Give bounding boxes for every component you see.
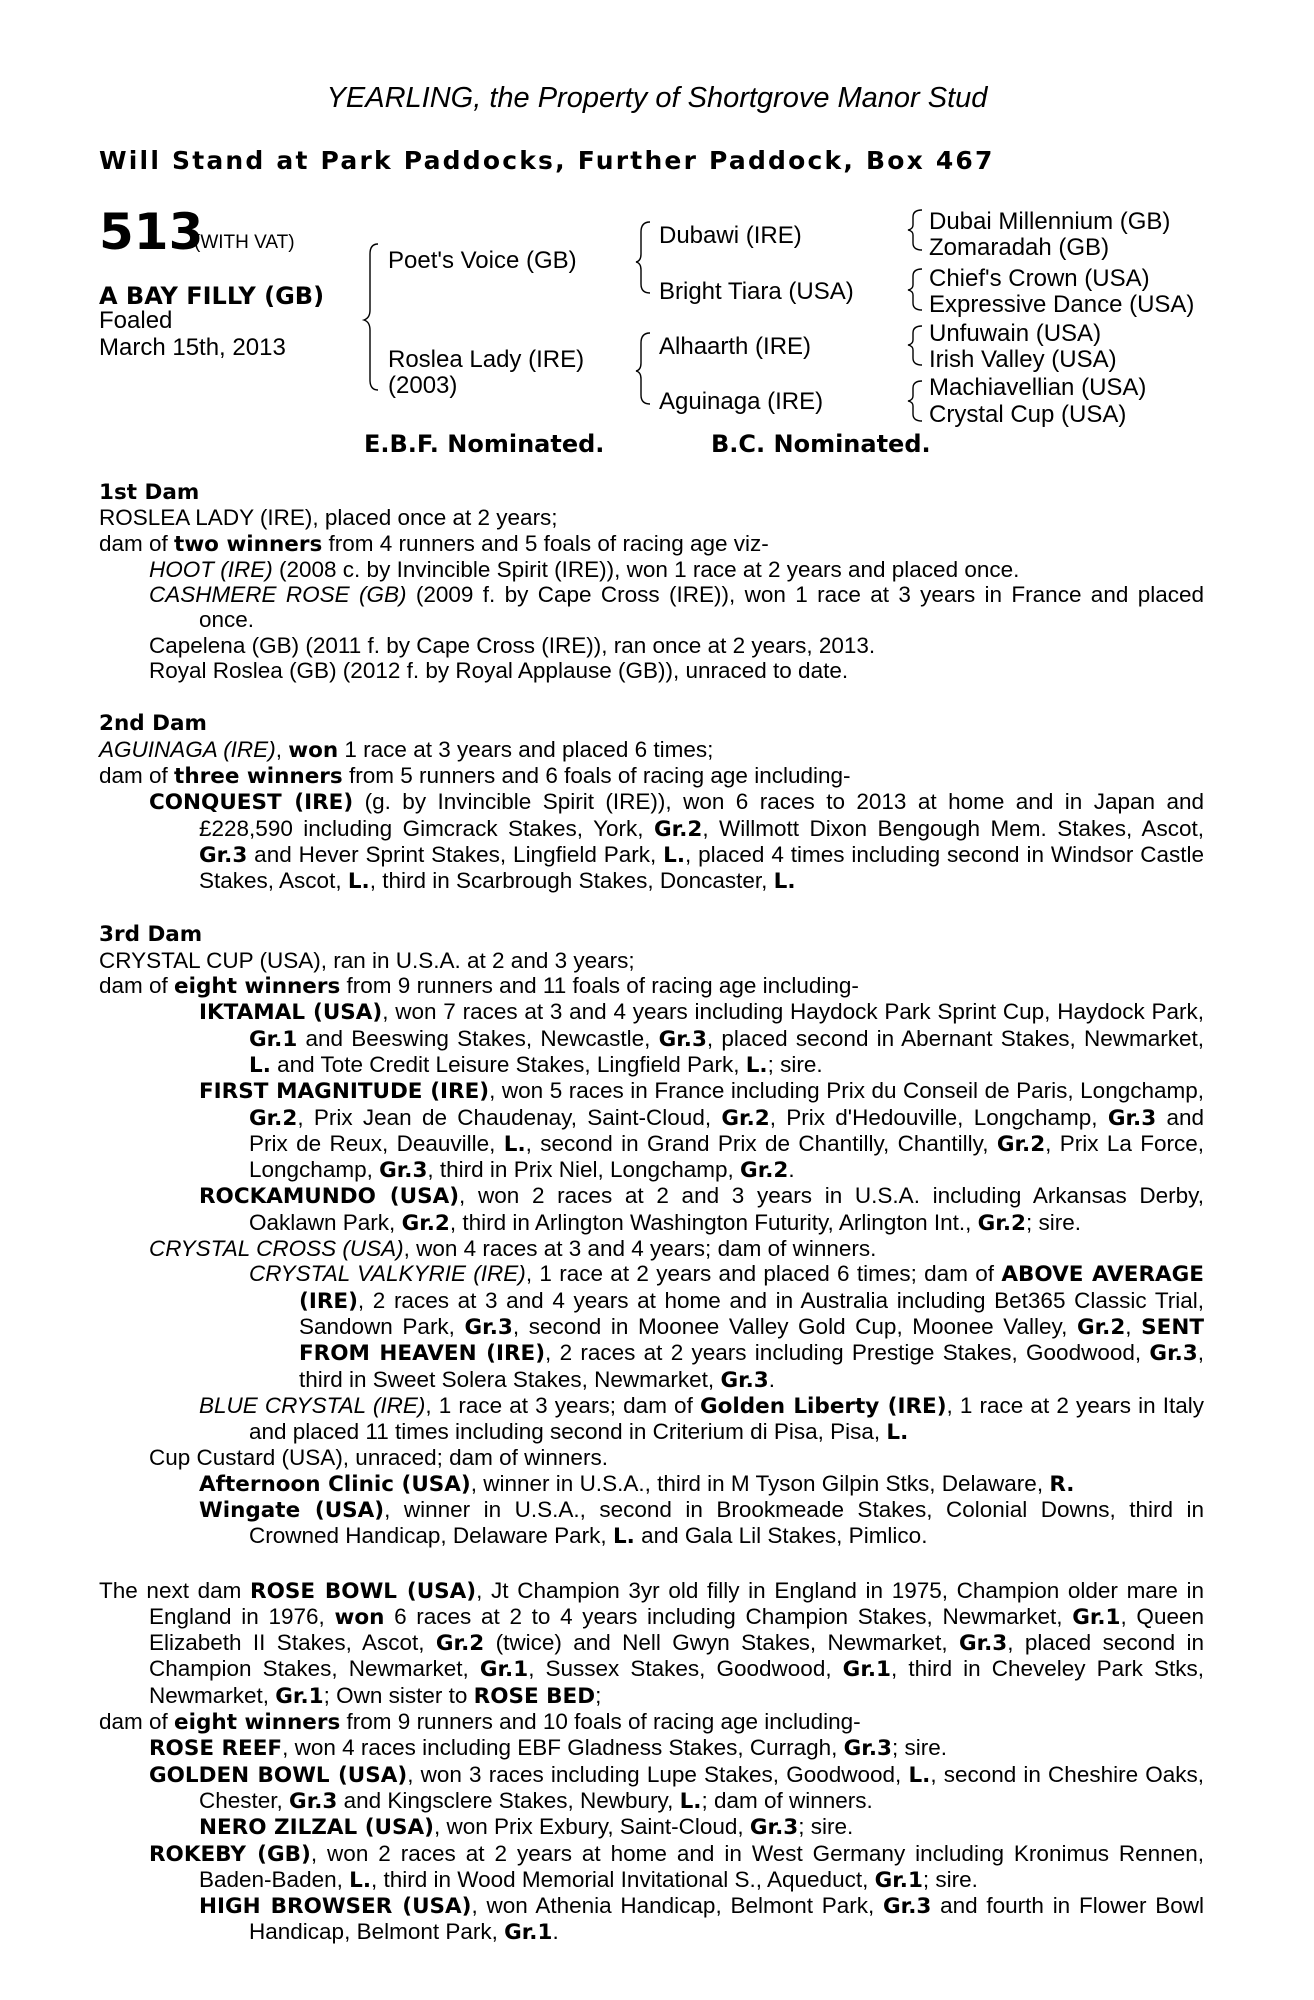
pedigree-sss: Dubai Millennium (GB) [929, 208, 1171, 235]
produce-entry: Royal Roslea (GB) (2012 f. by Royal Applause (GB)), unraced to date. [149, 658, 849, 684]
page-subtitle: YEARLING, the Property of Shortgrove Manor Stud [326, 82, 988, 114]
produce-entry: ROCKAMUNDO (USA), won 2 races at 2 and 3 years in U.S.A. including Arkansas Derby, Oaklawn Park, Gr.2, third in Arlington Washington Futurity, Arlington Int., Gr.2; sire. [199, 1183, 1204, 1236]
pedigree-dds: Machiavellian (USA) [929, 374, 1147, 401]
produce-entry: ROKEBY (GB), won 2 races at 2 years at home and in West Germany including Kronimus Rennen, Baden-Baden, L., third in Wood Memorial Invitational S., Aqueduct, Gr.1; sire. [149, 1840, 1204, 1893]
produce-entry: CONQUEST (IRE) (g. by Invincible Spirit (IRE)), won 6 races to 2013 at home and in Japan and £228,590 including Gimcrack Stakes, York, Gr.2, Willmott Dixon Bengough Mem. Stakes, Ascot, Gr.3 and Hever Sprint Stakes, Lingfield Park, L., placed 4 times including second in Windsor Castle Stakes, Ascot, L., third in Scarbrough Stakes, Doncaster, L. [149, 789, 1204, 895]
catalogue-body [99, 480, 1204, 1946]
produce-entry: Cup Custard (USA), unraced; dam of winners. [149, 1445, 608, 1471]
second-dam-produce-line: dam of three winners from 5 runners and 6 foals of racing age including- [99, 762, 851, 789]
pedigree-dam-sire: Alhaarth (IRE) [659, 333, 812, 360]
pedigree-dam-dam: Aguinaga (IRE) [659, 388, 824, 415]
produce-entry: IKTAMAL (USA), won 7 races at 3 and 4 years including Haydock Park Sprint Cup, Haydock Park, Gr.1 and Beeswing Stakes, Newcastle, Gr.3, placed second in Abernant Stakes, Newmarket, L. and Tote Credit Leisure Stakes, Lingfield Park, L.; sire. [199, 999, 1205, 1078]
pedigree-dsd: Irish Valley (USA) [929, 346, 1117, 373]
pedigree-sire-dam: Bright Tiara (USA) [659, 278, 854, 305]
pedigree-ddd: Crystal Cup (USA) [929, 401, 1127, 428]
next-dam-produce-line: dam of eight winners from 9 runners and 10 foals of racing age including- [99, 1709, 861, 1736]
second-dam-line: AGUINAGA (IRE), won 1 race at 3 years and placed 6 times; [99, 736, 714, 763]
produce-entry: CRYSTAL CROSS (USA), won 4 races at 3 and 4 years; dam of winners. [149, 1236, 877, 1262]
foaled-label: Foaled [99, 307, 173, 334]
lot-number: 513 [99, 203, 204, 261]
pedigree-sire: Poet's Voice (GB) [388, 247, 577, 274]
pedigree-sdd: Expressive Dance (USA) [929, 291, 1195, 318]
produce-entry: CASHMERE ROSE (GB) (2009 f. by Cape Cross (IRE)), won 1 race at 3 years in France and placed once. [149, 582, 1205, 633]
second-dam-heading: 2nd Dam [99, 711, 207, 737]
third-dam-produce-line: dam of eight winners from 9 runners and 11 foals of racing age including- [99, 973, 859, 1000]
lot-name: A BAY FILLY (GB) [99, 282, 325, 310]
pedigree-dam: Roslea Lady (IRE) [388, 346, 585, 373]
stand-location: Will Stand at Park Paddocks, Further Paddock, Box 467 [99, 146, 995, 175]
third-dam-heading: 3rd Dam [99, 922, 203, 948]
third-dam-line: CRYSTAL CUP (USA), ran in U.S.A. at 2 and 3 years; [99, 947, 635, 973]
produce-entry: ROSE REEF, won 4 races including EBF Gladness Stakes, Curragh, Gr.3; sire. [149, 1735, 947, 1762]
first-dam-line: ROSLEA LADY (IRE), placed once at 2 years; [99, 505, 558, 531]
produce-entry: GOLDEN BOWL (USA), won 3 races including Lupe Stakes, Goodwood, L., second in Cheshire Oaks, Chester, Gr.3 and Kingsclere Stakes, Newbury, L.; dam of winners. [149, 1761, 1205, 1814]
produce-entry: NERO ZILZAL (USA), won Prix Exbury, Saint-Cloud, Gr.3; sire. [199, 1814, 854, 1841]
pedigree-dss: Unfuwain (USA) [929, 320, 1102, 347]
first-dam-heading: 1st Dam [99, 480, 200, 505]
produce-entry: Capelena (GB) (2011 f. by Cape Cross (IRE)), ran once at 2 years, 2013. [149, 632, 876, 658]
produce-entry: Afternoon Clinic (USA), winner in U.S.A., third in M Tyson Gilpin Stks, Delaware, R. [199, 1470, 1075, 1497]
produce-entry: HIGH BROWSER (USA), won Athenia Handicap, Belmont Park, Gr.3 and fourth in Flower Bowl Handicap, Belmont Park, Gr.1. [199, 1893, 1204, 1946]
vat-note: (WITH VAT) [194, 232, 295, 253]
bc-nominated: B.C. Nominated. [711, 430, 931, 458]
first-dam-produce-line: dam of two winners from 4 runners and 5 foals of racing age viz- [99, 530, 769, 557]
produce-entry: BLUE CRYSTAL (IRE), 1 race at 3 years; dam of Golden Liberty (IRE), 1 race at 2 years in Italy and placed 11 times including second in Criterium di Pisa, Pisa, L. [199, 1392, 1204, 1446]
pedigree-ssd: Zomaradah (GB) [929, 234, 1110, 261]
pedigree-dam-year: (2003) [388, 372, 458, 399]
produce-entry: HOOT (IRE) (2008 c. by Invincible Spirit (IRE)), won 1 race at 2 years and placed once. [149, 556, 1020, 582]
ebf-nominated: E.B.F. Nominated. [364, 430, 605, 458]
pedigree-sds: Chief's Crown (USA) [929, 265, 1150, 292]
pedigree-sire-sire: Dubawi (IRE) [659, 222, 802, 249]
foaled-date: March 15th, 2013 [99, 334, 286, 361]
next-dam-paragraph: The next dam ROSE BOWL (USA), Jt Champion 3yr old filly in England in 1975, Champion older mare in England in 1976, won 6 races at 2 to 4 years including Champion Stakes, Newmarket, Gr.1, Queen Elizabeth II Stakes, Ascot, Gr.2 (twice) and Nell Gwyn Stakes, Newmarket, Gr.3, placed second in Champion Stakes, Newmarket, Gr.1, Sussex Stakes, Goodwood, Gr.1, third in Cheveley Park Stks, Newmarket, Gr.1; Own sister to ROSE BED; [99, 1577, 1205, 1709]
produce-entry: CRYSTAL VALKYRIE (IRE), 1 race at 2 years and placed 6 times; dam of ABOVE AVERAGE (IRE), 2 races at 3 and 4 years at home and in Australia including Bet365 Classic Trial, Sandown Park, Gr.3, second in Moonee Valley Gold Cup, Moonee Valley, Gr.2, SENT FROM HEAVEN (IRE), 2 races at 2 years including Prestige Stakes, Goodwood, Gr.3, third in Sweet Solera Stakes, Newmarket, Gr.3. [249, 1261, 1204, 1393]
produce-entry: Wingate (USA), winner in U.S.A., second in Brookmeade Stakes, Colonial Downs, third in Crowned Handicap, Delaware Park, L. and Gala Lil Stakes, Pimlico. [199, 1496, 1205, 1550]
produce-entry: FIRST MAGNITUDE (IRE), won 5 races in France including Prix du Conseil de Paris, Longchamp, Gr.2, Prix Jean de Chaudenay, Saint-Cloud, Gr.2, Prix d'Hedouville, Longchamp, Gr.3 and Prix de Reux, Deauville, L., second in Grand Prix de Chantilly, Chantilly, Gr.2, Prix La Force, Longchamp, Gr.3, third in Prix Niel, Longchamp, Gr.2. [199, 1078, 1205, 1184]
